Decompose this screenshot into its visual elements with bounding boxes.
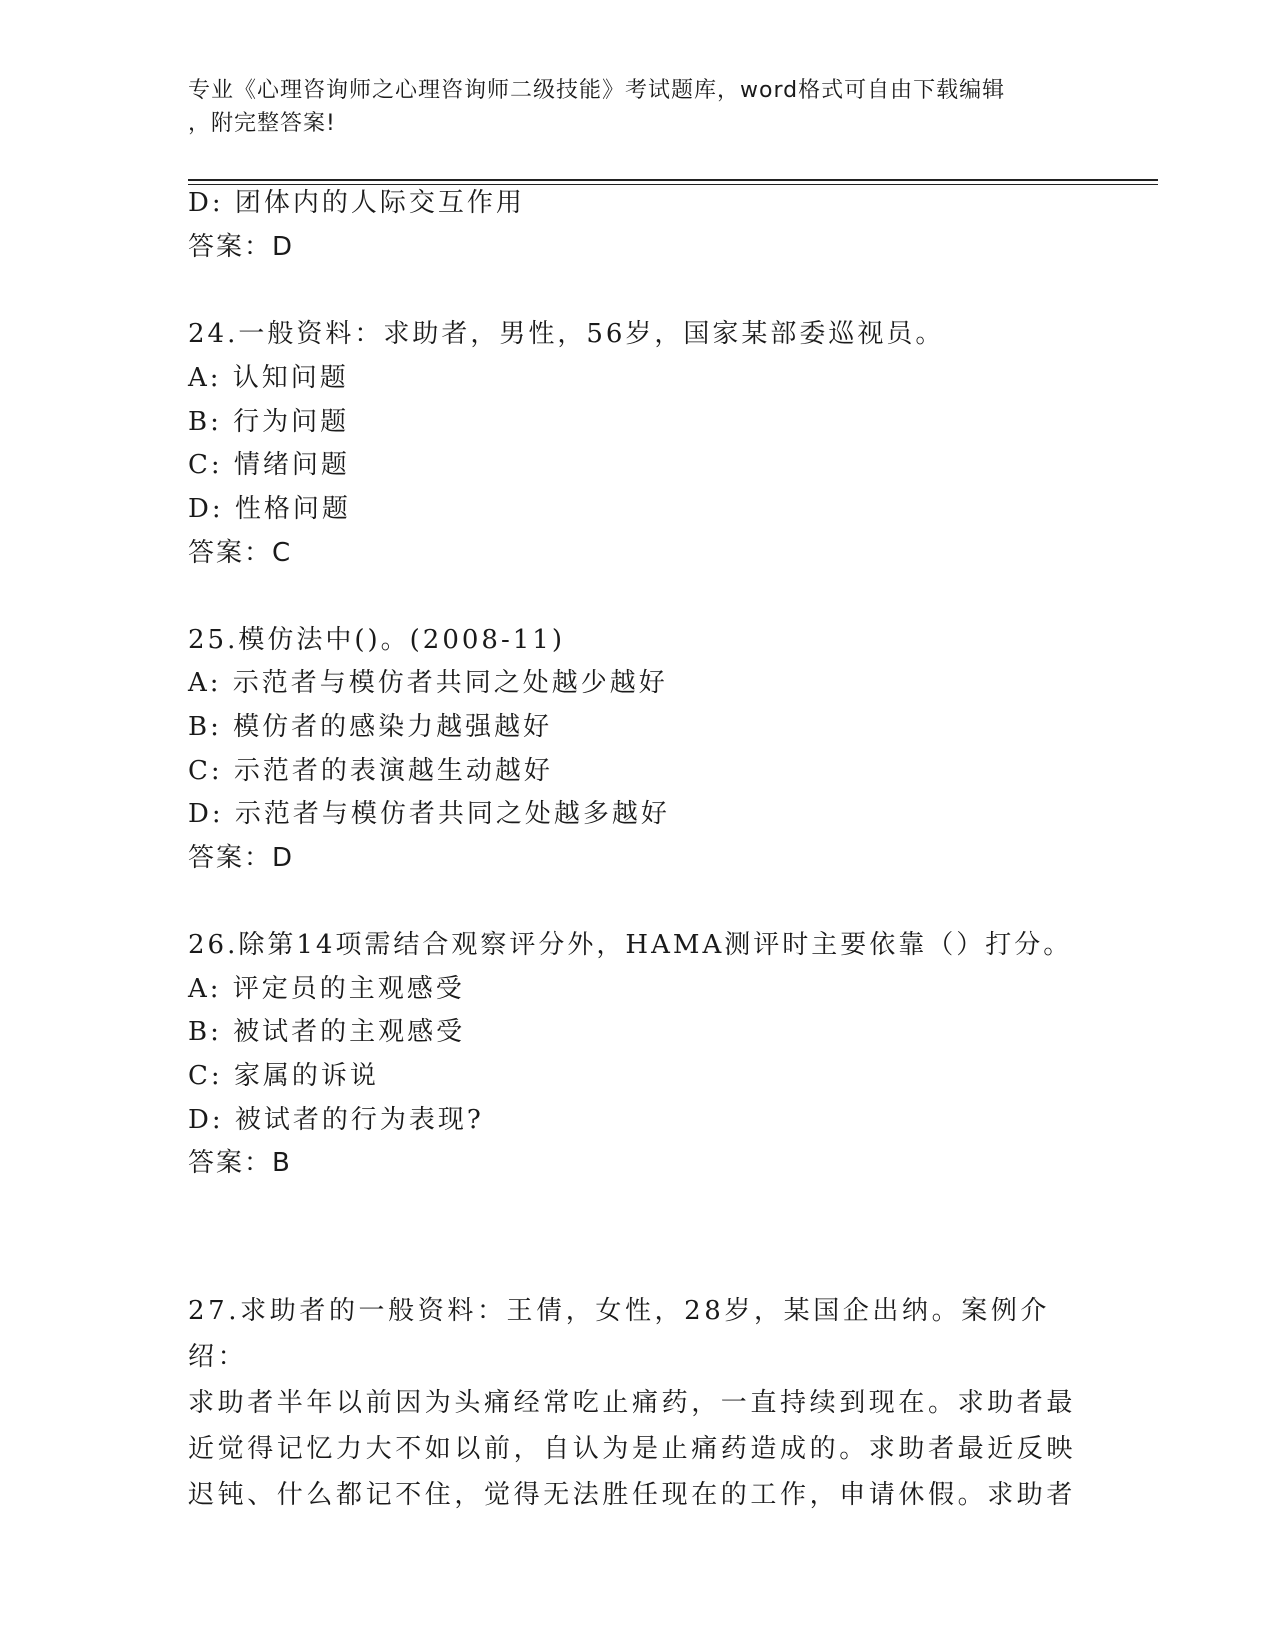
prev-answer: 答案：D	[188, 232, 295, 262]
header-line-2: ，附完整答案!	[188, 111, 336, 136]
q26-option-d: D: 被试者的行为表现?	[188, 1105, 484, 1135]
q26-option-b: B: 被试者的主观感受	[188, 1017, 466, 1047]
q25-option-d: D: 示范者与模仿者共同之处越多越好	[188, 799, 670, 829]
q26-option-c: C: 家属的诉说	[188, 1061, 379, 1091]
q24-option-a: A: 认知问题	[188, 363, 349, 393]
q27-line-1: 27.求助者的一般资料：王倩，女性，28岁，某国企出纳。案例介绍：	[188, 1296, 1051, 1372]
q24-option-d: D: 性格问题	[188, 494, 351, 524]
q26-question: 26.除第14项需结合观察评分外，HAMA测评时主要依靠（）打分。	[188, 930, 1073, 960]
q24-answer: 答案：C	[188, 538, 293, 568]
q24-option-b: B: 行为问题	[188, 407, 350, 437]
q27-line-4: 迟钝、什么都记不住，觉得无法胜任现在的工作，申请休假。求助者	[188, 1480, 1077, 1510]
q24-option-c: C: 情绪问题	[188, 450, 350, 480]
q25-question: 25.模仿法中()。(2008-11)	[188, 625, 565, 655]
header-line-1: 专业《心理咨询师之心理咨询师二级技能》考试题库，word格式可自由下载编辑	[188, 78, 1006, 103]
q27-line-2: 求助者半年以前因为头痛经常吃止痛药，一直持续到现在。求助者最	[188, 1388, 1077, 1418]
prev-option-d: D: 团体内的人际交互作用	[188, 188, 525, 218]
q26-option-a: A: 评定员的主观感受	[188, 974, 465, 1004]
header-rule-thick	[188, 179, 1158, 181]
q25-answer: 答案：D	[188, 843, 295, 873]
q25-option-a: A: 示范者与模仿者共同之处越少越好	[188, 668, 668, 698]
header-rule-thin	[188, 184, 1158, 185]
q26-answer: 答案：B	[188, 1148, 292, 1178]
q27-line-3: 近觉得记忆力大不如以前，自认为是止痛药造成的。求助者最近反映	[188, 1434, 1077, 1464]
document-header	[188, 74, 1088, 140]
q24-question: 24.一般资料：求助者，男性，56岁，国家某部委巡视员。	[188, 319, 945, 349]
q25-option-b: B: 模仿者的感染力越强越好	[188, 712, 553, 742]
q27-paragraph	[188, 1288, 1088, 1518]
q25-option-c: C: 示范者的表演越生动越好	[188, 756, 553, 786]
